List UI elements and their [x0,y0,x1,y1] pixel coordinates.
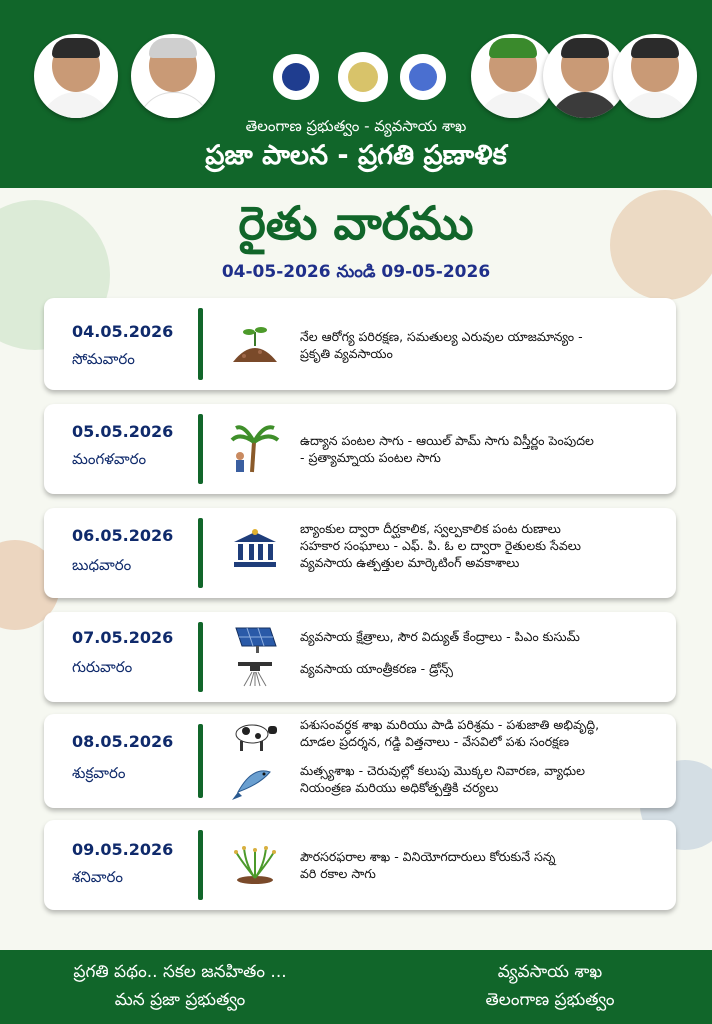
page-subtitle: ప్రజా పాలన - ప్రగతి ప్రణాళిక [205,140,507,171]
card-description: ఉద్యాన పంటల సాగు - ఆయిల్ పామ్ సాగు విస్తీర్ణం పెంపుదల - ప్రత్యామ్నాయ పంటల సాగు [300,433,594,465]
card-description: పౌరసరఫరాల శాఖ - వినియోగదారులు కోరుకునే సన్న వరి రకాల సాగు [300,849,556,881]
card-description: బ్యాంకుల ద్వారా దీర్ఘకాలిక, స్వల్పకాలిక పంట రుణాలు సహకార సంఘాలు - ఎఫ్. పి. ఓ ల ద్వారా రైతులకు సేవలు వ్యవసాయ ఉత్పత్తుల మార్కెటింగ్ అవకాశాలు [300,521,581,570]
card-date: 08.05.2026 [72,732,174,751]
footer-department: వ్యవసాయ శాఖ [497,962,603,982]
palm-tree-farmer-icon [230,422,280,474]
bank-icon [230,528,280,570]
footer-state: తెలంగాణ ప్రభుత్వం [485,990,615,1010]
date-range: 04-05-2026 నుండి 09-05-2026 [221,262,491,282]
person-photo-icon [34,34,118,118]
card-date: 05.05.2026 [72,422,174,441]
card-day: మంగళవారం [72,450,147,468]
card-divider [198,724,203,798]
schedule-card [44,820,676,910]
fish-icon [230,762,280,802]
person-photo-icon [613,34,697,118]
card-day: శుక్రవారం [72,764,126,782]
page-title: రైతు వారము [238,196,474,250]
solar-panel-icon [230,624,280,654]
schedule-card [44,612,676,702]
card-divider [198,830,203,900]
schedule-card [44,508,676,598]
card-divider [198,518,203,588]
card-description: నేల ఆరోగ్య పరిరక్షణ, సమతుల్య ఎరువుల యాజమాన్యం - ప్రకృతి వ్యవసాయం [300,329,583,361]
card-description-secondary: వ్యవసాయ యాంత్రీకరణ - డ్రోన్స్ [300,661,453,676]
soil-sprout-icon [230,322,280,364]
drone-icon [230,658,280,688]
header-banner [0,0,712,188]
rising-telangana-logo-icon [400,54,446,100]
telangana-emblem-icon [338,52,388,102]
cow-icon [230,716,280,756]
footer-government: మన ప్రజా ప్రభుత్వం [114,990,246,1010]
card-description: పశుసంవర్ధక శాఖ మరియు పాడి పరిశ్రమ - పశుజాతి అభివృద్ధి, దూడల ప్రదర్శన, గడ్డి విత్తనాలు - వేసవిలో పశు సంరక్షణ [300,717,600,749]
card-date: 07.05.2026 [72,628,174,647]
footer-banner [0,950,712,1024]
card-date: 06.05.2026 [72,526,174,545]
card-date: 04.05.2026 [72,322,174,341]
person-photo-icon [131,34,215,118]
card-divider [198,622,203,692]
card-description: వ్యవసాయ క్షేత్రాలు, సౌర విద్యుత్ కేంద్రాలు - పిఎం కుసుమ్ [300,629,580,644]
card-date: 09.05.2026 [72,840,174,859]
footer-slogan: ప్రగతి పథం.. సకల జనహితం ... [73,962,287,982]
card-day: బుధవారం [72,556,132,574]
schedule-card [44,714,676,808]
department-name: తెలంగాణ ప్రభుత్వం - వ్యవసాయ శాఖ [245,117,467,135]
card-day: శనివారం [72,868,124,886]
schedule-card [44,298,676,390]
card-divider [198,308,203,380]
card-description-secondary: మత్స్యశాఖ - చెరువుల్లో కలుపు మొక్కల నివారణ, వ్యాధుల నియంత్రణ మరియు అధికోత్పత్తికి చర్యలు [300,763,585,795]
schedule-card [44,404,676,494]
card-divider [198,414,203,484]
paddy-plant-icon [230,842,280,884]
card-day: సోమవారం [72,350,135,368]
card-day: గురువారం [72,658,133,676]
department-seal-icon [273,54,319,100]
